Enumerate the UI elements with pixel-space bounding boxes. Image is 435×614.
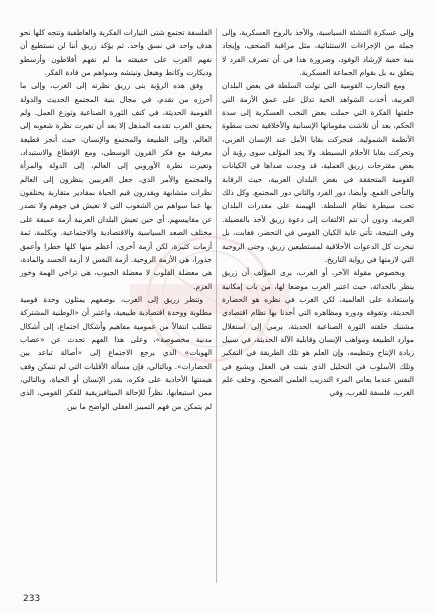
left-column [20,26,212,413]
column-divider [216,28,217,583]
paragraph: وإلى عسكرة التنشئة السياسية، والأخذ بالروح العسكرية، وإلى جملة من الإجراءات الاستثنائية، مثل مراقبة الصحف، وإيجاد بنية خفية لإرشاد الوفود، وضرورة هذا في أن تصرف الفرد لا يتعلق به بل بقوام الجماعة العسكرية. [222,28,414,78]
paragraph: ومع التجارب القومية التي تولت السلطة في بعض البلدان العربية، أخذت الشواهد الحية تدلل على عمق الأزمة التي خلفتها الفكرة التي حملت بعض النخب العسكرية إلى سدة الحكم، بعد أن تلاشت مقوماتها الإنسانية والأخلاقية تحت سطوة الأنظمة الشمولية. فتحركت بقايا الأمل عند الإنسان العربي، وتحركت بقايا الأحلام البسيطة. ولا يجد المؤلف سوى رؤية أن بعض مقترحات زريق العملية، قد وجدت صداها في الكيانات القومية المتحققة في بعض البلدان العربية، حيث الرقابة والتأخي القمع. وأيضا، دور الفرد والثاني دور المجتمع. وكل ذلك تحت سيطرة نظام السلطة. الهيمنة على مقدرات البلدان العربية، ودون أن تتم الالتفات إلى دعوة زريق لأخذ بالفضيلة. وفي النتيجة، تأتي غاية الكيان القومي في التحضر، فغابت، بل تبخرت كل الدعوات الأخلاقية لمستطيعين زريق، وحتى الروحية التي لازمتها في رواية التاريخ. [222,81,414,264]
right-column [222,26,414,400]
page-number: 233 [23,594,41,604]
paragraph: وتنظر زريق إلى الغرب، بوصفهم يمثلون وحدة قومية مطلوبة ووحدة اقتصادية طبيعية، واعتبر أن «الوطنية المشتركة تتطلب انتقالاً من عمومية مفاهيم وأشكال اجتماع، إلى أشكال مدنية مخصوصة»، وعلى هذا الفهم تحدث عن «عصاب الهويات» الذي يرجع الاجتماع إلى «أصالة تباعد بين الحضارات». وبالتالي، فإن مسألة الأقليات التي لم تتمكن وقف هيمنتها الأحادية على فكره، يقدر الإنسان أو الحياة، وبالتالي، ممن استيعابها، نظراً للإحالة الميتافيزيقية للفكر القومي، الذي لم يتمكن من فهم التمييز العقلي الواضح ما بين [20,294,212,411]
paragraph: وفق هذه الرؤية بنى زريق نظرته إلى الغرب، وإلى ما أحرزه من تقدم، في مجال بنية المجتمع الحديث والدولة القومية الحديثة، في كنف الثورة الصناعية وتوزع العمل. ولم يحقق الغرب تقدمه المذهل إلا بعد أن تغيرت نظرة شعوبه إلى العالم، وإلى الطبيعة والمجتمع والإنسان، حيث أنجز قطيعة معرفية مع فكر القرون الوسطى، ومع الإقطاع والاستبداد، وتغيرت نظرة الأوروبي إلى العالم، إلى الدولة والمرأة والمجتمع والأمر الذي، جعل الغربيين ينظرون إلى العالم نظرات متشابهة ويقدرون قيم الحياة بمقادير متقاربة يختلفون بها عما سواهم من الشعوب التي لا تعيش في جوهم ولا تصدر عن مقاييسهم. أي حين تعيش البلدان العربية أزمة عميقة على مختلف الصعد السياسية والاقتصادية والاجتماعية. وبكلمة، ثمة أزمات كثيرة، لكن أزمة أخرى، أعظم منها كلها خطرا وأعمق جذورا، هي الأزمة الروحية. أزمة النفس لا أزمة الجسد والمادة، هي معضلة القلوب لا معضلة الجيوب، هي تراخي الهمة وخور العزم. [20,81,212,291]
paragraph: الفلسفة تجتمع شتى التيارات الفكرية والعاطفية وتتجه كلها نحو هدف واحد في نسق واحد. ثم يؤكد زريق أننا لن نستطيع أن نفهم الغرب على حقيقته ما لم نفهم أفلاطون وأرسطو وديكارت وكانط وهيغل ونيتشه وسواهم من قادة الفكر. [19,28,212,78]
paragraph: وبخصوص مقولة الآخر، أو الغرب، يرى المؤلف أن زريق ينظر بالحداثة، حيث اعتبر الغرب موضعا لها، من باب إمكانية واستعادة على العالمية، لكن الغرب في نظره هو الحضارة الحديثة، وتفوقه ودوره ومظاهره التي أخذنا بها نظام اقتصادي مشتبك خلقته الثورة الصناعية الحديثة، يرمي إلى استغلال موارد الطبيعة ومواهب الإنسان وقابلية الآلة الحديثة، في سبيل زيادة الإنتاج وتنظيمه، وإن العلم هو تلك الطريقة في التفكير وتلك الأسلوب في التحليل الذي يثبت في العقل ويشيع في النفس عندما يعاني المرء التدريب العلمي الصحيح. وخلف علم الغرب، فلسفة للغرب، وفي [222,268,414,398]
